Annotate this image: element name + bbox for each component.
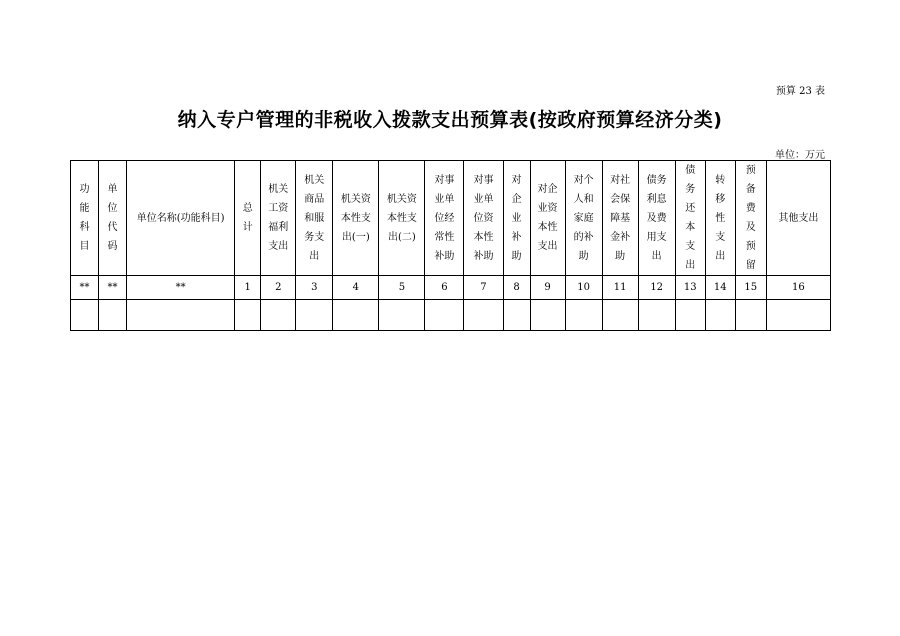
form-number: 预算 23 表 bbox=[775, 86, 825, 97]
data-cell bbox=[296, 300, 333, 331]
header-line: 债务 bbox=[646, 174, 667, 186]
data-cell bbox=[379, 300, 425, 331]
header-line: 用支 bbox=[646, 231, 667, 243]
data-cell bbox=[638, 300, 675, 331]
data-cell bbox=[333, 300, 379, 331]
header-line: 金补 bbox=[610, 231, 631, 243]
header-line: 对企 bbox=[537, 184, 558, 195]
header-line: 及 bbox=[745, 222, 756, 233]
index-cell: 16 bbox=[766, 276, 830, 300]
header-line: 其他支出 bbox=[778, 212, 819, 224]
index-cell: 12 bbox=[638, 276, 675, 300]
data-cell bbox=[602, 300, 638, 331]
header-line: 常性 bbox=[434, 231, 455, 243]
index-cell: ** bbox=[99, 276, 127, 300]
header-line: 总 bbox=[242, 203, 253, 214]
header-line: 支出 bbox=[268, 241, 289, 252]
data-cell bbox=[766, 300, 830, 331]
index-cell: 14 bbox=[705, 276, 735, 300]
data-cell bbox=[503, 300, 530, 331]
header-line: 备 bbox=[745, 184, 756, 195]
index-cell: 13 bbox=[675, 276, 705, 300]
header-line: 务支 bbox=[304, 231, 325, 243]
header-line: 本 bbox=[685, 222, 696, 233]
header-line: 出 bbox=[685, 260, 696, 271]
header-line: 性 bbox=[715, 212, 726, 224]
index-cell: 8 bbox=[503, 276, 530, 300]
header-line: 业单 bbox=[473, 193, 494, 205]
header-cell bbox=[379, 161, 425, 276]
header-line: 企 bbox=[511, 193, 522, 205]
header-cell bbox=[261, 161, 296, 276]
data-cell bbox=[530, 300, 565, 331]
data-cell bbox=[565, 300, 602, 331]
data-cell bbox=[127, 300, 235, 331]
table-row bbox=[71, 300, 831, 331]
header-cell bbox=[503, 161, 530, 276]
header-cell bbox=[602, 161, 638, 276]
header-line: 费 bbox=[745, 203, 756, 214]
header-line: 对事 bbox=[473, 174, 494, 186]
header-line: 补助 bbox=[434, 250, 455, 262]
header-line: 本性支 bbox=[386, 212, 417, 224]
header-line: 位 bbox=[107, 203, 118, 214]
header-cell bbox=[565, 161, 602, 276]
header-line: 补 bbox=[511, 231, 522, 243]
index-cell: 15 bbox=[735, 276, 766, 300]
header-line: 对事 bbox=[434, 174, 455, 186]
header-line: 单 bbox=[107, 184, 118, 195]
header-cell bbox=[333, 161, 379, 276]
header-line: 本性支 bbox=[340, 212, 371, 224]
index-cell: 1 bbox=[235, 276, 261, 300]
column-index-row bbox=[71, 276, 831, 300]
header-line: 利息 bbox=[646, 193, 667, 205]
header-line: 预 bbox=[745, 165, 756, 176]
page-title: 纳入专户管理的非税收入拨款支出预算表(按政府预算经济分类) bbox=[177, 109, 723, 131]
header-line: 及费 bbox=[646, 212, 667, 224]
header-line: 务 bbox=[685, 184, 696, 195]
header-line: 位经 bbox=[434, 212, 455, 224]
header-line: 助 bbox=[578, 250, 589, 262]
header-line: 出 bbox=[715, 250, 726, 262]
index-cell: 5 bbox=[379, 276, 425, 300]
index-cell: 10 bbox=[565, 276, 602, 300]
header-line: 代 bbox=[107, 222, 118, 233]
header-cell bbox=[675, 161, 705, 276]
data-cell bbox=[464, 300, 503, 331]
column-header-row bbox=[71, 161, 831, 276]
index-cell: 3 bbox=[296, 276, 333, 300]
header-line: 对个 bbox=[573, 174, 594, 186]
data-cell bbox=[71, 300, 99, 331]
index-cell: ** bbox=[127, 276, 235, 300]
data-cell bbox=[261, 300, 296, 331]
index-cell: 7 bbox=[464, 276, 503, 300]
header-line: 业单 bbox=[434, 193, 455, 205]
data-cell bbox=[735, 300, 766, 331]
header-line: 工资 bbox=[268, 203, 289, 214]
header-line: 码 bbox=[107, 241, 118, 252]
header-line: 出 bbox=[309, 250, 320, 262]
data-cell bbox=[99, 300, 127, 331]
header-line: 位资 bbox=[473, 212, 494, 224]
header-cell bbox=[235, 161, 261, 276]
data-cell bbox=[425, 300, 464, 331]
header-line: 目 bbox=[79, 241, 90, 252]
header-line: 科 bbox=[79, 222, 90, 233]
header-line: 单位名称(功能科目) bbox=[136, 212, 225, 224]
index-cell: 4 bbox=[333, 276, 379, 300]
header-line: 出 bbox=[651, 250, 662, 262]
header-cell bbox=[127, 161, 235, 276]
header-line: 还 bbox=[685, 203, 696, 214]
header-line: 出(一) bbox=[341, 231, 370, 243]
budget-table bbox=[70, 160, 831, 331]
header-line: 转 bbox=[715, 174, 726, 186]
header-cell bbox=[464, 161, 503, 276]
header-cell bbox=[705, 161, 735, 276]
index-cell: 11 bbox=[602, 276, 638, 300]
header-line: 出(二) bbox=[387, 231, 416, 243]
header-line: 留 bbox=[745, 260, 756, 271]
header-line: 人和 bbox=[573, 193, 594, 205]
header-line: 助 bbox=[511, 250, 522, 262]
header-line: 的补 bbox=[573, 231, 594, 243]
header-cell bbox=[766, 161, 830, 276]
header-cell bbox=[99, 161, 127, 276]
data-cell bbox=[235, 300, 261, 331]
index-cell: ** bbox=[71, 276, 99, 300]
header-line: 机关 bbox=[268, 184, 289, 195]
header-line: 功 bbox=[79, 184, 90, 195]
index-cell: 2 bbox=[261, 276, 296, 300]
header-line: 能 bbox=[79, 203, 90, 214]
header-line: 债 bbox=[685, 165, 696, 176]
unit-label: 单位：万元 bbox=[775, 150, 825, 161]
header-cell bbox=[71, 161, 99, 276]
header-line: 福利 bbox=[268, 222, 289, 233]
header-line: 支出 bbox=[537, 241, 558, 252]
header-line: 机关 bbox=[304, 174, 325, 186]
header-line: 移 bbox=[715, 193, 726, 205]
index-cell: 6 bbox=[425, 276, 464, 300]
header-line: 支 bbox=[715, 231, 726, 243]
header-line: 本性 bbox=[537, 222, 558, 233]
data-cell bbox=[675, 300, 705, 331]
header-line: 机关资 bbox=[340, 193, 371, 205]
header-cell bbox=[530, 161, 565, 276]
header-line: 对社 bbox=[610, 174, 631, 186]
header-line: 补助 bbox=[473, 250, 494, 262]
header-line: 机关资 bbox=[386, 193, 417, 205]
header-line: 对 bbox=[511, 174, 522, 186]
header-cell bbox=[296, 161, 333, 276]
header-line: 业资 bbox=[537, 203, 558, 214]
header-line: 支 bbox=[685, 241, 696, 252]
header-line: 业 bbox=[511, 212, 522, 224]
header-line: 本性 bbox=[473, 231, 494, 243]
header-cell bbox=[735, 161, 766, 276]
header-line: 障基 bbox=[610, 212, 631, 224]
header-cell bbox=[638, 161, 675, 276]
header-line: 助 bbox=[615, 250, 626, 262]
index-cell: 9 bbox=[530, 276, 565, 300]
header-cell bbox=[425, 161, 464, 276]
data-cell bbox=[705, 300, 735, 331]
header-line: 计 bbox=[242, 222, 253, 233]
header-line: 预 bbox=[745, 241, 756, 252]
header-line: 会保 bbox=[610, 193, 631, 205]
header-line: 和服 bbox=[304, 212, 325, 224]
header-line: 商品 bbox=[304, 193, 325, 205]
header-line: 家庭 bbox=[573, 212, 594, 224]
